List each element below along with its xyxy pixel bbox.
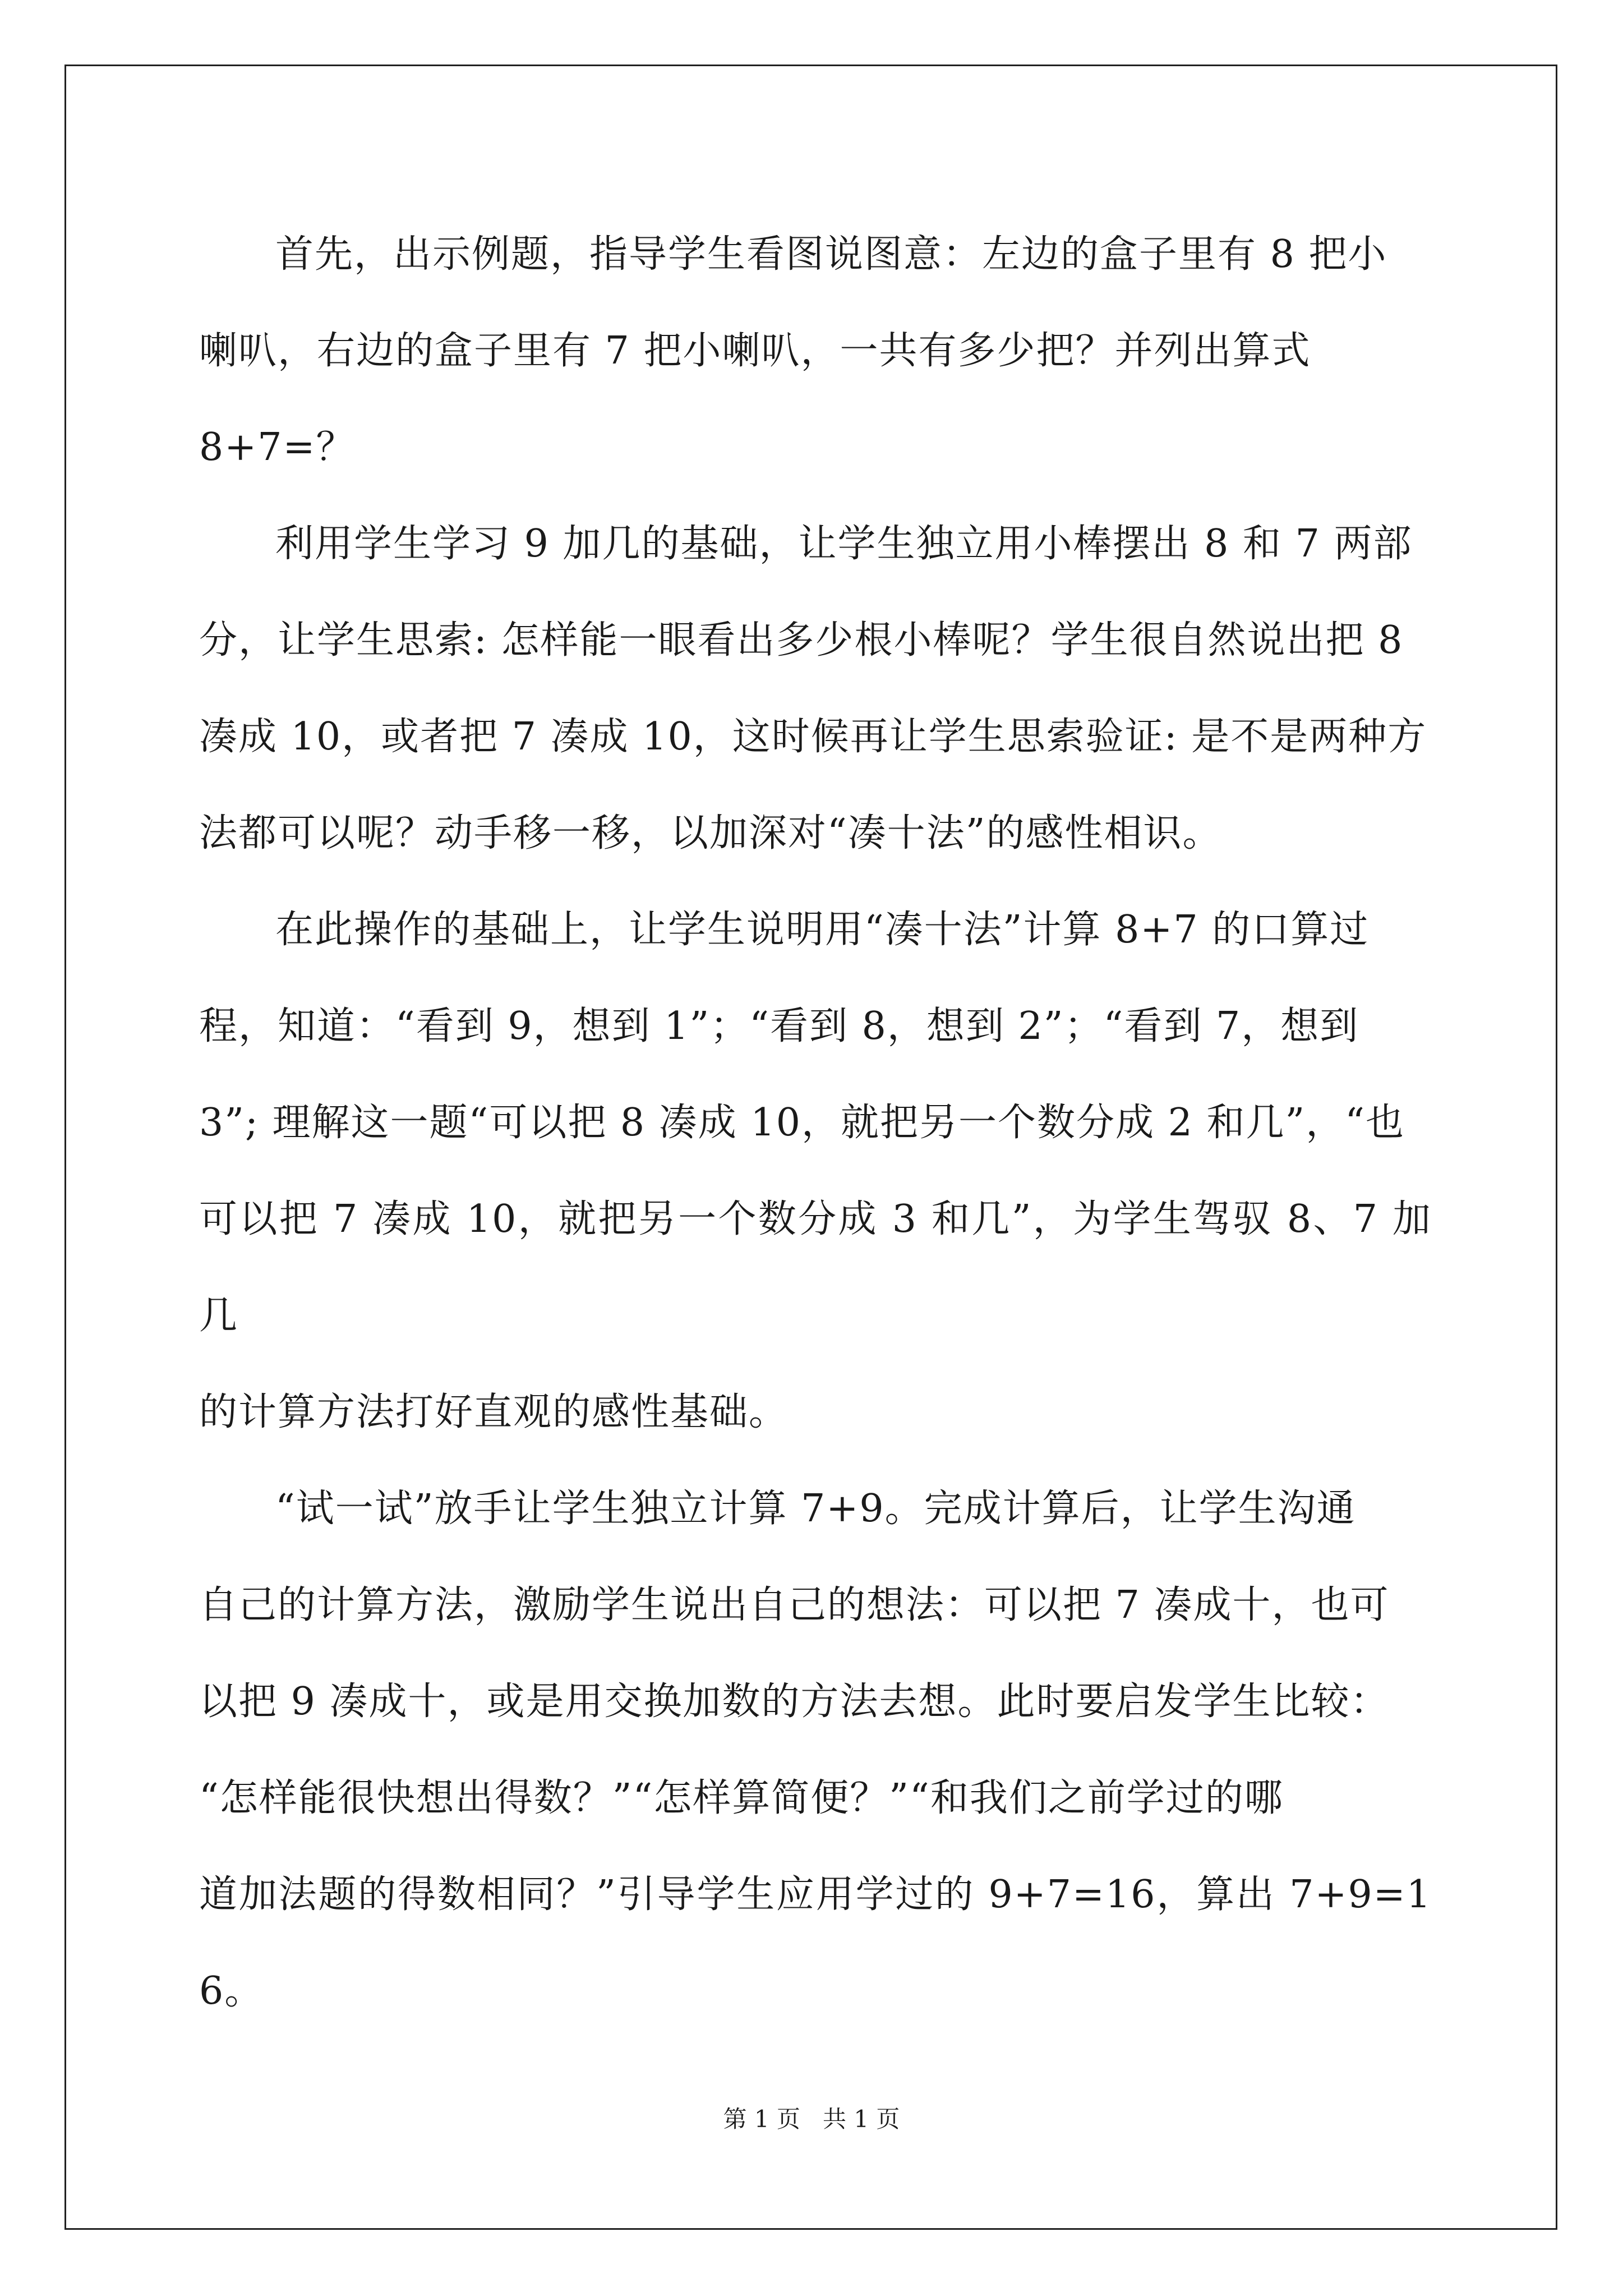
paragraph-2: 利用学生学习 9 加几的基础，让学生独立用小棒摆出 8 和 7 两部 分，让学生思索: 怎样能一眼看出多少根小棒呢？学生很自然说出把 8 凑成 10，或者把 7 凑成 10，这时候再让学生思索验证: 是不是两种方 法都可以呢？动手移一移，以加深对“凑十法”的感性相识。 <box>199 522 1427 855</box>
paragraph-1: 首先，出示例题，指导学生看图说图意：左边的盒子里有 8 把小 喇叭，右边的盒子里有 7 把小喇叭，一共有多少把？并列出算式 8+7=？ <box>199 232 1387 470</box>
document-body <box>199 206 1432 2040</box>
page-footer <box>0 2101 1623 2134</box>
page-number: 第 1 页 <box>723 2105 800 2133</box>
page-total: 共 1 页 <box>823 2105 900 2133</box>
paragraph-3: 在此操作的基础上，让学生说明用“凑十法”计算 8+7 的口算过 程，知道：“看到 9，想到 1”；“看到 8，想到 2”；“看到 7，想到 3”; 理解这一题“可以把 8 凑成 10，就把另一个数分成 2 和几”，“也 可以把 7 凑成 10，就把另一个数分成 3 和几”，为学生驾驭 8、7 加几 的计算方法打好直观的感性基础。 <box>199 908 1432 1434</box>
paragraph-4: “试一试”放手让学生独立计算 7+9。完成计算后，让学生沟通 自己的计算方法，激励学生说出自己的想法：可以把 7 凑成十，也可 以把 9 凑成十，或是用交换加数的方法去想。此时要启发学生比较： “怎样能很快想出得数？”“怎样算简便？”“和我们之前学过的哪 道加法题的得数相同？”引导学生应用学过的 9+7=16，算出 7+9=16。 <box>199 1487 1432 2013</box>
